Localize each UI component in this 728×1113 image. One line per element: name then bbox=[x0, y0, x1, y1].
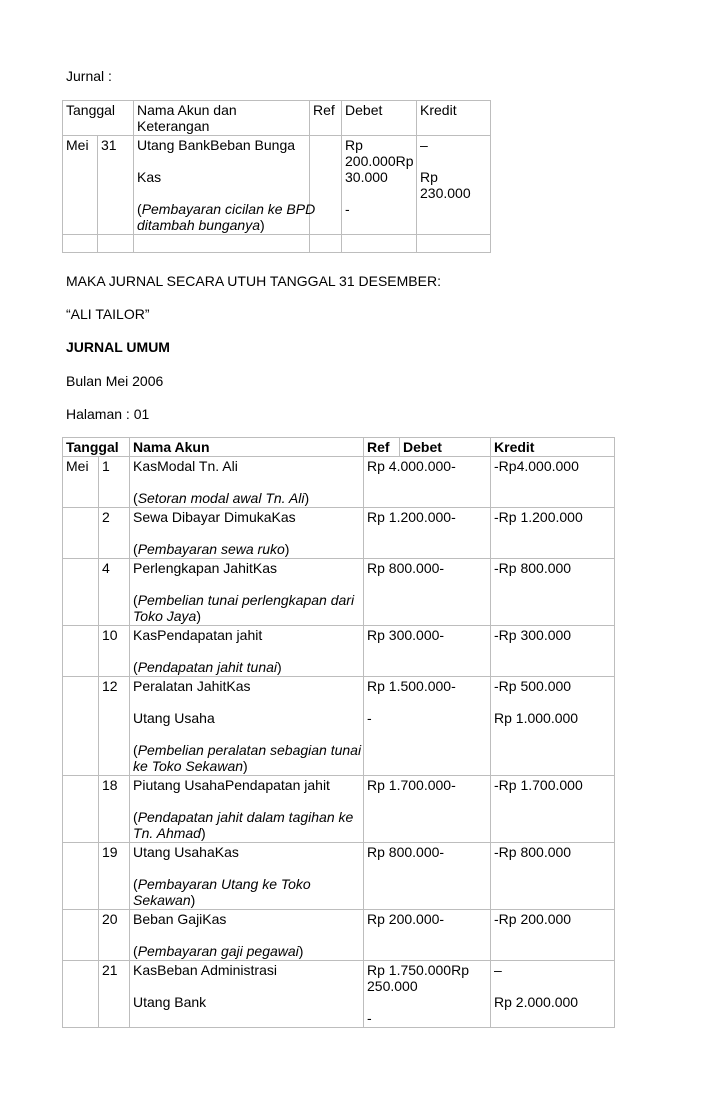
cell-day: 2 bbox=[99, 508, 130, 559]
cell-day: 12 bbox=[99, 677, 130, 776]
bulan-label: Bulan Mei 2006 bbox=[66, 373, 164, 389]
cell-day: 18 bbox=[99, 776, 130, 843]
cell-akun: Piutang UsahaPendapatan jahit (Pendapatan jahit dalam tagihan ke Tn. Ahmad) bbox=[130, 776, 364, 843]
cell-debet: Rp 1.700.000- bbox=[364, 776, 491, 843]
company-name: “ALI TAILOR” bbox=[66, 306, 150, 322]
cell-debet: Rp 300.000- bbox=[364, 626, 491, 677]
cell-debet: Rp 1.750.000Rp 250.000 - bbox=[364, 961, 491, 1028]
jurnal-table bbox=[62, 100, 491, 253]
cell-ref bbox=[310, 136, 342, 235]
cell-akun: Peralatan JahitKas Utang Usaha (Pembelian peralatan sebagian tunai ke Toko Sekawan) bbox=[130, 677, 364, 776]
cell-kredit: -Rp 1.200.000 bbox=[491, 508, 615, 559]
cell-akun: KasModal Tn. Ali (Setoran modal awal Tn. Ali) bbox=[130, 457, 364, 508]
header-nama-akun: Nama Akun dan Keterangan bbox=[134, 101, 310, 136]
table-row bbox=[63, 961, 615, 1028]
cell-kredit: -Rp 200.000 bbox=[491, 910, 615, 961]
cell-akun: Perlengkapan JahitKas (Pembelian tunai perlengkapan dari Toko Jaya) bbox=[130, 559, 364, 626]
cell-debet: Rp 4.000.000- bbox=[364, 457, 491, 508]
maka-heading: MAKA JURNAL SECARA UTUH TANGGAL 31 DESEMBER: bbox=[66, 273, 441, 289]
header-tanggal: Tanggal bbox=[63, 101, 134, 136]
cell-akun: Utang UsahaKas (Pembayaran Utang ke Toko Sekawan) bbox=[130, 843, 364, 910]
cell-debet: Rp 200.000Rp 30.000 - bbox=[342, 136, 417, 235]
cell-akun: KasPendapatan jahit (Pendapatan jahit tunai) bbox=[130, 626, 364, 677]
table-header-row bbox=[63, 101, 491, 136]
table-row bbox=[63, 559, 615, 626]
cell-debet: Rp 800.000- bbox=[364, 843, 491, 910]
cell-debet: Rp 1.500.000- - bbox=[364, 677, 491, 776]
cell-debet: Rp 800.000- bbox=[364, 559, 491, 626]
header-ref: Ref bbox=[364, 438, 400, 457]
cell-month: Mei bbox=[63, 136, 98, 235]
cell-day: 20 bbox=[99, 910, 130, 961]
cell-day: 21 bbox=[99, 961, 130, 1028]
table-row bbox=[63, 843, 615, 910]
cell-day: 4 bbox=[99, 559, 130, 626]
table-row bbox=[63, 626, 615, 677]
cell-akun: Beban GajiKas (Pembayaran gaji pegawai) bbox=[130, 910, 364, 961]
header-tanggal: Tanggal bbox=[63, 438, 130, 457]
header-kredit: Kredit bbox=[491, 438, 615, 457]
header-debet: Debet bbox=[342, 101, 417, 136]
empty-row bbox=[63, 235, 491, 253]
header-kredit: Kredit bbox=[417, 101, 491, 136]
cell-kredit: -Rp 300.000 bbox=[491, 626, 615, 677]
cell-kredit: -Rp 500.000 Rp 1.000.000 bbox=[491, 677, 615, 776]
table-row bbox=[63, 910, 615, 961]
cell-day: 19 bbox=[99, 843, 130, 910]
table-row bbox=[63, 677, 615, 776]
header-debet: Debet bbox=[400, 438, 491, 457]
cell-month: Mei bbox=[63, 457, 99, 508]
cell-debet: Rp 1.200.000- bbox=[364, 508, 491, 559]
cell-debet: Rp 200.000- bbox=[364, 910, 491, 961]
jurnal-heading: Jurnal : bbox=[66, 68, 112, 84]
cell-akun: Utang BankBeban Bunga Kas (Pembayaran cicilan ke BPD ditambah bunganya) bbox=[134, 136, 310, 235]
table-header-row bbox=[63, 438, 615, 457]
cell-kredit: -Rp 800.000 bbox=[491, 843, 615, 910]
cell-akun: Sewa Dibayar DimukaKas (Pembayaran sewa ruko) bbox=[130, 508, 364, 559]
jurnal-umum-table bbox=[62, 437, 615, 1028]
table-row bbox=[63, 457, 615, 508]
jurnal-umum-title: JURNAL UMUM bbox=[66, 339, 170, 355]
cell-day: 1 bbox=[99, 457, 130, 508]
header-nama-akun: Nama Akun bbox=[130, 438, 364, 457]
cell-kredit: – Rp 2.000.000 bbox=[491, 961, 615, 1028]
cell-kredit: – Rp 230.000 bbox=[417, 136, 491, 235]
table-row bbox=[63, 776, 615, 843]
halaman-label: Halaman : 01 bbox=[66, 406, 150, 422]
cell-day: 10 bbox=[99, 626, 130, 677]
cell-akun: KasBeban Administrasi Utang Bank bbox=[130, 961, 364, 1028]
cell-day: 31 bbox=[98, 136, 134, 235]
cell-kredit: -Rp 1.700.000 bbox=[491, 776, 615, 843]
header-ref: Ref bbox=[310, 101, 342, 136]
table-row bbox=[63, 136, 491, 235]
cell-kredit: -Rp4.000.000 bbox=[491, 457, 615, 508]
table-row bbox=[63, 508, 615, 559]
cell-kredit: -Rp 800.000 bbox=[491, 559, 615, 626]
